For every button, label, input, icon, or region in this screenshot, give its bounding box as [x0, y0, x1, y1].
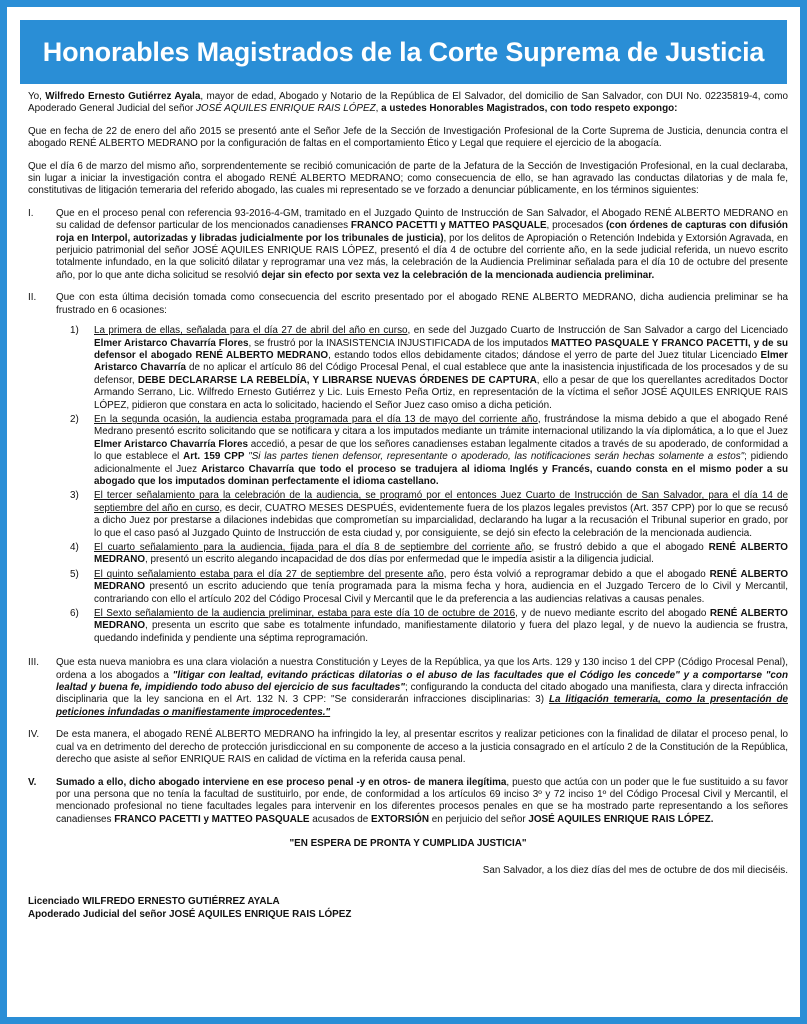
text-run: , presenta un escrito que sabe es totalmente infundado, manifiestamente dilatorio y fuera del plazo legal, y de nuevo la audiencia se frustra, quedando indefinida y pendiente una séptima reprogramación. — [94, 620, 788, 644]
item-number: 4) — [70, 542, 79, 553]
text-run: RENÉ ALBERTO MEDRANO — [94, 608, 788, 632]
section-text — [56, 292, 788, 647]
text-run: ; pidiendo adicionalmente el Juez — [94, 451, 789, 475]
list-item — [70, 569, 788, 606]
text-run: Que esta nueva maniobra es una clara violación a nuestra Constitución y Leyes de la República, ya que los Arts. 129 y 130 inciso 1 del CPP (Código Procesal Penal), ordena a los abogados a — [56, 657, 788, 681]
section-text — [56, 208, 788, 282]
page-title: Honorables Magistrados de la Corte Suprema de Justicia — [20, 20, 787, 84]
text-run: Que en el proceso penal con referencia 93-2016-4-GM, tramitado en el Juzgado Quinto de Instrucción de San Salvador, el Abogado RENÉ ALBERTO MEDRANO en su calidad de defensor particular de los mencionados canadienses — [56, 207, 788, 232]
item-text — [94, 569, 788, 606]
item-number: 3) — [70, 490, 79, 502]
text-run: , es decir, CUATRO MESES DESPUÉS, evidentemente fuera de los plazos legales previstos (Art. 357 CPP) por lo que se recusó a dicho Juez por prestarse a dilaciones indebidas que comprometían su imparcialidad, declarando ha lugar a la recusación el Tribunal superior en grado, por lo que el caso pasó al Juzgado Quinto de Instrucción de esta ciudad y, por consiguiente, se dejó sin efecto la celebración de la mencionada audiencia. — [94, 502, 789, 539]
signature-block — [28, 895, 788, 921]
text-run: FRANCO PACETTI y MATTEO PASQUALE — [350, 220, 547, 232]
list-item — [70, 325, 788, 412]
intro-address: a ustedes Honorables Magistrados, con todo respeto expongo: — [381, 103, 678, 115]
section-number: IV. — [28, 729, 40, 741]
text-run: FRANCO PACETTI y MATTEO PASQUALE — [114, 813, 310, 825]
text-run: , y de nuevo mediante escrito del abogado — [515, 608, 710, 620]
list-item — [70, 414, 788, 488]
text-run: El tercer señalamiento para la celebración de la audiencia, se programó por el entonces Juez Cuarto de Instrucción de San Salvador, para el día 14 de septiembre del año en curso — [94, 490, 788, 514]
section-ii — [28, 292, 788, 647]
client-name: JOSÉ AQUILES ENRIQUE RAIS LÓPEZ — [195, 103, 376, 115]
section-text — [56, 657, 788, 719]
item-number: 2) — [70, 413, 79, 425]
text-run: ; configurando la conducta del citado abogado una manifiesta, clara y directa infracción disciplinaria que la ley sanciona en el Art. 132 N. 3 CPP: "Se considerarán infracciones disciplinarias: 3) — [56, 682, 788, 706]
signature-role: Apoderado Judicial del señor JOSÉ AQUILES ENRIQUE RAIS LÓPEZ — [28, 908, 352, 920]
item-text — [94, 608, 788, 645]
text-run: Elmer Aristarco Chavarría Flores — [94, 438, 249, 450]
text-run: dejar sin efecto por sexta vez la celebración de la mencionada audiencia preliminar. — [261, 269, 655, 281]
text-run: acusados de — [309, 813, 372, 825]
text-run: Elmer Aristarco Chavarría — [94, 349, 788, 374]
text-run: RENÉ ALBERTO MEDRANO — [94, 568, 788, 593]
text-run: , estando todos ellos debidamente citados; dándose el yerro de parte del Juez titular Licenciado — [328, 349, 761, 361]
text-run: Elmer Aristarco Chavarría Flores — [94, 337, 249, 349]
text-run: El quinto señalamiento estaba para el día 27 de septiembre del presente año — [94, 568, 444, 580]
text-run: Aristarco Chavarría que todo el proceso se tradujera al idioma Inglés y Francés, cuando consta en el mismo poder a su abogado que los imputados dominan perfectamente el idioma castellano. — [94, 463, 789, 487]
text-run: , presentó un escrito alegando incapacidad de dos días por enfermedad que le impedía asistir a la diligencia judicial. — [145, 554, 654, 566]
text-run: , se frustró debido a que el abogado — [531, 542, 709, 553]
text-run: accedió, a pesar de que los señores canadienses estaban legalmente citados a través de su apoderado, de conformidad a lo que establece el — [94, 438, 788, 463]
text-run: (con órdenes de capturas con difusión roja en Interpol, autorizadas y libradas judicialmente por los tribunales de justicia) — [56, 220, 788, 244]
text-run: de no aplicar el artículo 86 del Código Procesal Penal, el cual establece que ante la inasistencia injustificada de los procesados y de su defensor, — [94, 362, 788, 386]
item-number: 5) — [70, 568, 79, 580]
text-run: Art. 159 CPP — [183, 451, 245, 463]
text-run: , puesto que actúa con un poder que le fue sustituido a su favor por una persona que no tenía la facultad de sustituirlo, por ende, de conformidad a los artículos 69 inciso 3º y 72 inciso 1º del Código Procesal Civil y Mercantil, el mencionado profesional no tiene facultades legales para intervenir en los diferentes procesos penales en que se ha mostrado parte representando a los señores canadienses — [56, 776, 788, 825]
text-run: "Si las partes tienen defensor, representante o apoderado, las notificaciones serán hechas solamente a estos" — [244, 451, 745, 463]
signature-name: Licenciado WILFREDO ERNESTO GUTIÉRREZ AYALA — [28, 895, 280, 907]
text-run: En la segunda ocasión, la audiencia estaba programada para el día 13 de mayo del corriente año — [94, 413, 538, 425]
section-v — [28, 777, 788, 827]
text-run: , se frustró por la INASISTENCIA INJUSTIFICADA de los imputados — [248, 337, 552, 349]
list-item — [70, 608, 788, 645]
text-run: JOSÉ AQUILES ENRIQUE RAIS LÓPEZ. — [528, 813, 714, 825]
document-body — [28, 91, 788, 921]
list-item — [70, 542, 788, 567]
intro-text: , — [375, 103, 382, 115]
intro-paragraph — [28, 91, 788, 116]
section-i — [28, 208, 788, 282]
section-iv — [28, 729, 788, 766]
text-run: , frustrándose la misma debido a que el abogado René Medrano presentó escrito solicitando que se notificara y citara a los imputados mediante un trámite internacional utilizando la vía diplomática, a lo que el Juez — [94, 413, 789, 438]
text-run: en perjuicio del señor — [429, 813, 529, 825]
item-text — [94, 414, 788, 488]
text-run: EXTORSIÓN — [371, 813, 429, 825]
document-page — [7, 7, 800, 1017]
text-run: , en sede del Juzgado Cuarto de Instrucción de San Salvador a cargo del Licenciado — [407, 325, 788, 337]
section-iii — [28, 657, 788, 719]
text-run: Que con esta última decisión tomada como consecuencia del escrito presentado por el abogado RENE ALBERTO MEDRANO, dicha audiencia preliminar se ha frustrado en 6 ocasiones: — [56, 292, 788, 316]
text-run: El Sexto señalamiento de la audiencia preliminar, estaba para este día 10 de octubre de 2016 — [94, 608, 516, 620]
section-number: I. — [28, 207, 34, 219]
section-number: III. — [28, 657, 39, 669]
closing-line: "EN ESPERA DE PRONTA Y CUMPLIDA JUSTICIA" — [289, 838, 527, 850]
section-number: V. — [28, 776, 37, 788]
occasion-list — [56, 325, 788, 645]
paragraph-2: Que el día 6 de marzo del mismo año, sorprendentemente se recibió comunicación de parte de la Jefatura de la Sección de Investigación Profesional, en la cual declaraba, sin lugar a iniciar la investigación contra el abogado RENÉ ALBERTO MEDRANO; como consecuencia de ello, se han agravado las conductas dilatorias y de mala fe, constitutivas de litigación temeraria del referido abogado, las cuales mi representado se ve forzado a denunciar públicamente, en los términos siguientes: — [28, 160, 788, 197]
text-run: , por los delitos de Apropiación o Retención Indebida y Extorsión Agravada, en perjuicio patrimonial del señor JOSÉ AQUILES ENRIQUE RAIS LÓPEZ, presentó el día 4 de octubre del corriente año, en la sede judicial referida, un nuevo escrito totalmente infundado, en la que solicitó dilatar y reprogramar una vez más, la celebración de la Audiencia Preliminar señalada para el día 10 de octubre del presente año, por lo que ante dicha solicitud se resolvió — [56, 232, 788, 281]
author-name: Wilfredo Ernesto Gutiérrez Ayala — [45, 91, 201, 102]
intro-text: Yo, — [28, 91, 46, 102]
text-run: MATTEO PASQUALE Y FRANCO PACETTI, y de su defensor el abogado RENÉ ALBERTO MEDRANO — [94, 337, 788, 361]
section-text: De esta manera, el abogado RENÉ ALBERTO MEDRANO ha infringido la ley, al presentar escritos y realizar peticiones con la finalidad de dilatar el proceso penal, lo cual va en detrimento del derecho de protección jurisdiccional en su componente de acceso a la justicia consagrado en el artículo 2 de la Constitución de la República, derecho que asiste al señor ENRIQUE RAIS en calidad de víctima en la referida causa penal. — [56, 729, 788, 766]
text-run: , pero ésta volvió a reprogramar debido a que el abogado — [443, 568, 710, 580]
text-run: "litigar con lealtad, evitando prácticas dilatorias o el abuso de las facultades que el Código les concede" y a comportarse "con lealtad y buena fe, impidiendo todo abuso del ejercicio de sus facultades" — [56, 669, 788, 694]
section-number: II. — [28, 292, 37, 304]
item-text — [94, 490, 788, 540]
text-run: presentó un escrito aduciendo que tenía programada para la misma fecha y hora, audiencia en el Juzgado Tercero de lo Civil y Mercantil, contrariando con ello el artículo 202 del Código Procesal Civil y Mercantil que le da preferencia a las audiencias relativas a causas penales. — [94, 581, 788, 605]
list-item — [70, 490, 788, 540]
item-number: 1) — [70, 325, 79, 337]
item-text — [94, 325, 788, 412]
text-run: RENÉ ALBERTO MEDRANO — [94, 542, 788, 566]
paragraph-1: Que en fecha de 22 de enero del año 2015 se presentó ante el Señor Jefe de la Sección de Investigación Profesional de la Corte Suprema de Justicia, denuncia contra el abogado RENÉ ALBERTO MEDRANO por la configuración de faltas en el comportamiento Ético y Legal que requiere el ejercicio de la abogacía. — [28, 125, 788, 150]
section-text — [56, 777, 788, 827]
place-date: San Salvador, a los diez días del mes de octubre de dos mil dieciséis. — [482, 864, 788, 876]
item-text — [94, 542, 788, 567]
text-run: La primera de ellas, señalada para el día 27 de abril del año en curso — [94, 325, 408, 337]
text-run: El cuarto señalamiento para la audiencia, fijada para el día 8 de septiembre del corriente año — [94, 542, 532, 553]
text-run: , procesados — [546, 220, 606, 232]
text-run: Sumado a ello, dicho abogado interviene en ese proceso penal -y en otros- de manera ilegítima — [56, 776, 507, 788]
intro-text: , mayor de edad, Abogado y Notario de la República de El Salvador, del domicilio de San Salvador, con DUI No. 02235819-4, como Apoderado General Judicial del señor — [28, 91, 788, 115]
text-run: DEBE DECLARARSE LA REBELDÍA, Y LIBRARSE NUEVAS ÓRDENES DE CAPTURA — [137, 374, 537, 386]
text-run: , ello a pesar de que los querellantes acreditados Doctor Armando Serrano, Lic. Wilfredo Ernesto Gutiérrez y Lic. Luis Ernesto Peña Ortiz, en representación de la víctima el señor JOSÉ AQUILES ENRIQUE RAIS LÓPEZ, pidieron que constara en acta lo solicitado, haciendo el Señor Juez caso omiso a dicha petición. — [94, 374, 788, 411]
text-run: La litigación temeraria, como la presentación de peticiones infundadas o manifiestamente improcedentes." — [56, 694, 788, 718]
item-number: 6) — [70, 608, 79, 620]
